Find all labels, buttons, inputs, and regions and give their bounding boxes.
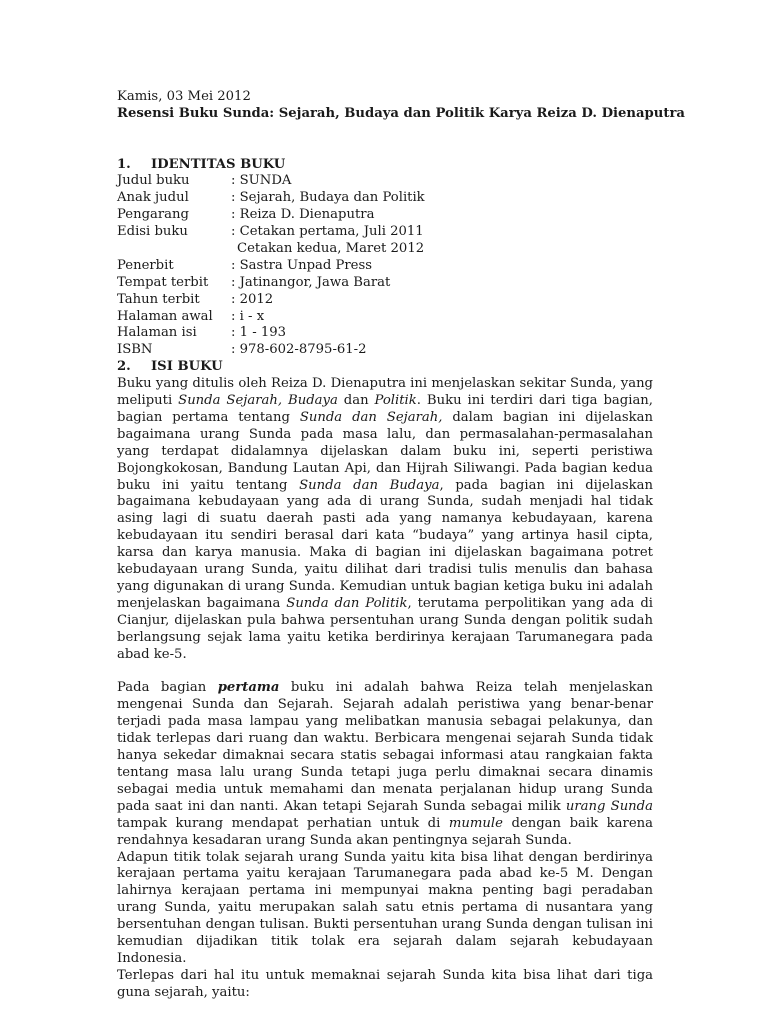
text-run: , terutama perpolitikan yang ada di Cianjur, dijelaskan pula bahwa persentuhan urang Sunda dengan politik sudah berlangsung sejak lama yaitu ketika berdirinya kerajaan Tarumanegara pada abad ke-5. (117, 595, 653, 662)
text-run: , pada bagian ini dijelaskan bagaimana kebudayaan yang ada di urang Sunda, sudah menjadi hal tidak asing lagi di suatu daerah pasti ada yang namanya kebudayaan, karena kebudayaan itu sendiri berasal dari kata “budaya” yang artinya hasil cipta, karsa dan karya manusia. Maka di bagian ini dijelaskan bagaimana potret kebudayaan urang Sunda, yaitu dilihat dari tradisi tulis menulis dan bahasa yang digunakan di urang Sunda. Kemudian untuk bagian ketiga buku ini adalah menjelaskan bagaimana (117, 477, 653, 611)
text-run: dalam bagian ini dijelaskan bagaimana urang Sunda pada masa lalu, dan permasalahan-permasalahan yang terdapat didalamnya dijelaskan dalam buku ini, seperti peristiwa Bojongkokosan, Bandung Lautan Api, dan Hijrah Siliwangi. Pada bagian kedua buku ini yaitu tentang (117, 409, 654, 493)
italic-run: Politik (374, 393, 417, 409)
paragraph-guna-sejarah: Terlepas dari hal itu untuk memaknai sejarah Sunda kita bisa lihat dari tiga guna sejarah, yaitu: (117, 967, 653, 1000)
section-number: 2. (117, 359, 131, 375)
identity-key: Pengarang (117, 207, 189, 223)
identity-key: Tempat terbit (117, 274, 209, 290)
identity-value: : i - x (231, 308, 265, 324)
section-1-heading (117, 157, 653, 174)
identity-value: : 1 - 193 (231, 325, 287, 341)
text-run: buku ini adalah bahwa Reiza telah menjelaskan mengenai Sunda dan Sejarah. Sejarah adalah peristiwa yang benar-benar terjadi pada masa lampau yang melibatkan manusia sebagai pelakunya, dan tidak terlepas dari ruang dan waktu. Berbicara mengenai sejarah Sunda tidak hanya sekedar dimaknai secara statis sebagai informasi atau rangkaian fakta tentang masa lalu urang Sunda tetapi juga perlu dimaknai secara dinamis sebagai media untuk memahami dan menata perjalanan hidup urang Sunda pada saat ini dan nanti. Akan tetapi Sejarah Sunda sebagai milik (117, 680, 653, 814)
italic-run: Sunda dan Sejarah, (299, 409, 443, 425)
identity-row (117, 309, 653, 326)
paragraph-sejarah (117, 680, 653, 849)
italic-run: urang Sunda (565, 798, 653, 814)
paragraph-titik-tolak: Adapun titik tolak sejarah urang Sunda yaitu kita bisa lihat dengan berdirinya kerajaan pertama yaitu kerajaan Tarumanegara pada abad ke-5 M. Dengan lahirnya kerajaan pertama ini mempunyai makna penting bagi peradaban urang Sunda, yaitu merupakan salah satu etnis pertama di nusantara yang bersentuhan dengan tulisan. Bukti persentuhan urang Sunda dengan tulisan ini kemudian dijadikan titik tolak era sejarah dalam sejarah kebudayaan Indonesia. (117, 849, 653, 966)
identity-table (117, 173, 653, 359)
identity-row (117, 325, 653, 342)
identity-value: : Sastra Unpad Press (231, 257, 373, 273)
date-line: Kamis, 03 Mei 2012 (117, 89, 251, 104)
section-number: 1. (117, 156, 131, 172)
identity-value: : Sejarah, Budaya dan Politik (231, 190, 425, 206)
identity-key: Judul buku (117, 173, 190, 189)
identity-value: : 978-602-8795-61-2 (231, 342, 367, 358)
spacer (117, 664, 653, 681)
italic-run: Sunda Sejarah, Budaya (178, 393, 338, 409)
identity-key: Penerbit (117, 257, 174, 273)
identity-row (117, 292, 653, 309)
italic-run: Sunda dan Politik (286, 595, 408, 611)
identity-key: ISBN (117, 342, 153, 358)
identity-row (117, 224, 653, 241)
text-run: . Buku ini terdiri dari tiga bagian, bagian pertama tentang (117, 393, 653, 425)
text-run: dengan baik karena rendahnya kesadaran urang Sunda akan pentingnya sejarah Sunda. (117, 815, 653, 848)
spacer (117, 140, 653, 157)
identity-key: Halaman isi (117, 325, 197, 341)
identity-row (117, 207, 653, 224)
identity-value: : Reiza D. Dienaputra (231, 207, 375, 223)
text-run: Buku yang ditulis oleh Reiza D. Dienaputra ini menjelaskan sekitar Sunda, yang meliputi (117, 376, 653, 409)
identity-key: Halaman awal (117, 308, 213, 324)
identity-row (117, 173, 653, 190)
identity-key: Tahun terbit (117, 291, 200, 307)
bold-italic-run: pertama (217, 680, 280, 696)
section-2-heading (117, 359, 653, 376)
document-title: Resensi Buku Sunda: Sejarah, Budaya dan Politik Karya Reiza D. Dienaputra (117, 105, 685, 121)
text-run: Pada bagian (117, 680, 218, 696)
identity-value: : SUNDA (231, 173, 292, 189)
identity-continuation: Cetakan kedua, Maret 2012 (237, 241, 425, 257)
identity-row (117, 190, 653, 207)
identity-value: : Jatinangor, Jawa Barat (231, 274, 391, 290)
section-title: ISI BUKU (151, 359, 223, 375)
text-run: tampak kurang mendapat perhatian untuk di (117, 815, 449, 831)
identity-row (117, 275, 653, 292)
document-page (117, 89, 685, 1002)
paragraph-isi-buku (117, 376, 653, 663)
text-run: dan (337, 393, 375, 409)
identity-key: Anak judul (117, 190, 189, 206)
identity-row (117, 342, 653, 359)
section-title: IDENTITAS BUKU (151, 156, 286, 172)
spacer (117, 123, 653, 140)
identity-row (117, 258, 653, 275)
identity-value: : Cetakan pertama, Juli 2011 (231, 224, 424, 240)
identity-key: Edisi buku (117, 224, 188, 240)
italic-run: mumule (448, 815, 503, 831)
italic-run: Sunda dan Budaya (299, 477, 440, 493)
identity-value: : 2012 (231, 291, 274, 307)
